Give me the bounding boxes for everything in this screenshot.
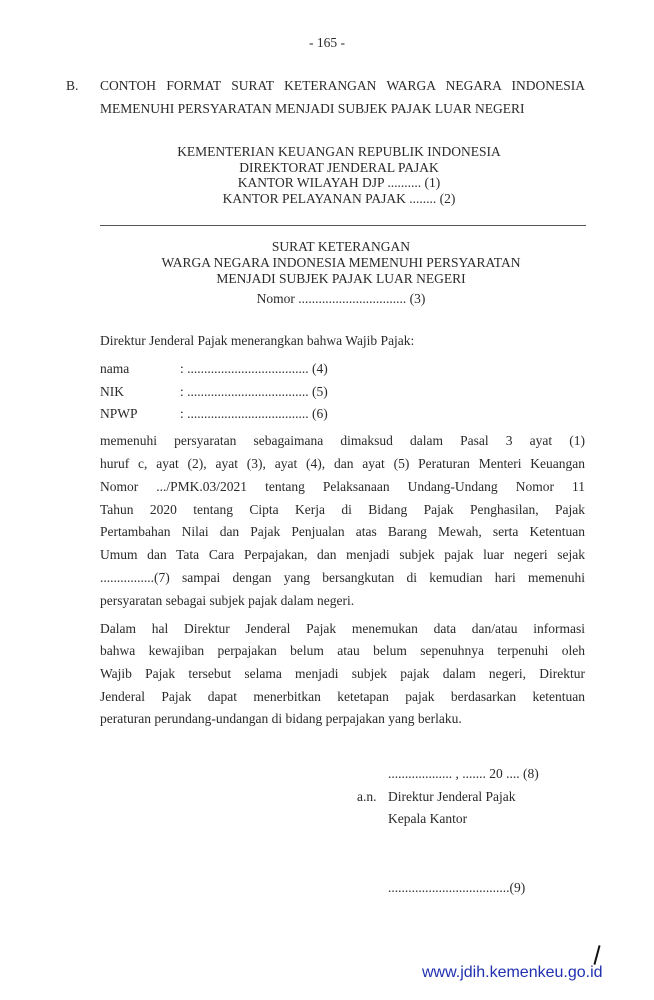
field-value-nama: : .................................... (4) [180,361,328,376]
paragraph2-line: Dalam hal Direktur Jenderal Pajak menemukan data dan/atau informasi [100,621,585,636]
pen-mark-icon [593,945,600,965]
letterhead-line: DIREKTORAT JENDERAL PAJAK [239,160,439,175]
signature-place-date: ................... , ....... 20 .... (8) [388,766,539,781]
signature-on-behalf: Direktur Jenderal Pajak [388,789,516,804]
paragraph1-line: huruf c, ayat (2), ayat (3), ayat (4), dan ayat (5) Peraturan Menteri Keuangan [100,456,585,471]
paragraph2-line: Jenderal Pajak dapat menerbitkan ketetapan pajak berdasarkan ketentuan [100,689,585,704]
section-letter: B. [66,78,79,93]
letterhead-line: KEMENTERIAN KEUANGAN REPUBLIK INDONESIA [177,144,501,159]
section-title-line1: CONTOH FORMAT SURAT KETERANGAN WARGA NEGARA INDONESIA [100,78,585,93]
paragraph1-line: Pertambahan Nilai dan Pajak Penjualan atas Barang Mewah, serta Ketentuan [100,524,585,539]
paragraph2-line: Wajib Pajak tersebut selama menjadi subjek pajak dalam negeri, Direktur [100,666,585,681]
field-label-nik: NIK [100,384,124,399]
paragraph1-line: Umum dan Tata Cara Perpajakan, dan menjadi subjek pajak luar negeri sejak [100,547,585,562]
paragraph2-line: bahwa kewajiban perpajakan belum atau belum sepenuhnya terpenuhi oleh [100,643,585,658]
letter-number: Nomor ................................ (3) [256,291,426,306]
field-value-npwp: : .................................... (6) [180,406,328,421]
field-label-npwp: NPWP [100,406,138,421]
intro-text: Direktur Jenderal Pajak menerangkan bahwa Wajib Pajak: [100,333,415,348]
letter-title-line: MENJADI SUBJEK PAJAK LUAR NEGERI [216,271,466,286]
field-label-nama: nama [100,361,130,376]
field-value-nik: : .................................... (5) [180,384,328,399]
letter-title-line: SURAT KETERANGAN [271,239,411,254]
letter-title-line: WARGA NEGARA INDONESIA MEMENUHI PERSYARATAN [161,255,521,270]
paragraph1-line: Tahun 2020 tentang Cipta Kerja di Bidang Pajak Penghasilan, Pajak [100,502,585,517]
paragraph1-line: memenuhi persyaratan sebagaimana dimaksud dalam Pasal 3 ayat (1) [100,433,585,448]
letterhead-line: KANTOR PELAYANAN PAJAK ........ (2) [222,191,456,206]
paragraph1-line: Nomor .../PMK.03/2021 tentang Pelaksanaan Undang-Undang Nomor 11 [100,479,585,494]
letterhead-divider [100,225,586,226]
paragraph1-line: ................(7) sampai dengan yang bersangkutan di kemudian hari memenuhi [100,570,585,585]
signature-name: ....................................(9) [388,880,526,895]
paragraph2-line: peraturan perundang-undangan di bidang perpajakan yang berlaku. [100,711,462,726]
signature-an: a.n. [357,789,377,804]
footer-url-link[interactable]: www.jdih.kemenkeu.go.id [422,964,603,981]
paragraph1-line: persyaratan sebagai subjek pajak dalam negeri. [100,593,355,608]
page-number: - 165 - [309,35,345,50]
signature-position: Kepala Kantor [388,811,468,826]
section-title-line2: MEMENUHI PERSYARATAN MENJADI SUBJEK PAJAK LUAR NEGERI [100,101,525,116]
letterhead-line: KANTOR WILAYAH DJP .......... (1) [237,175,441,190]
